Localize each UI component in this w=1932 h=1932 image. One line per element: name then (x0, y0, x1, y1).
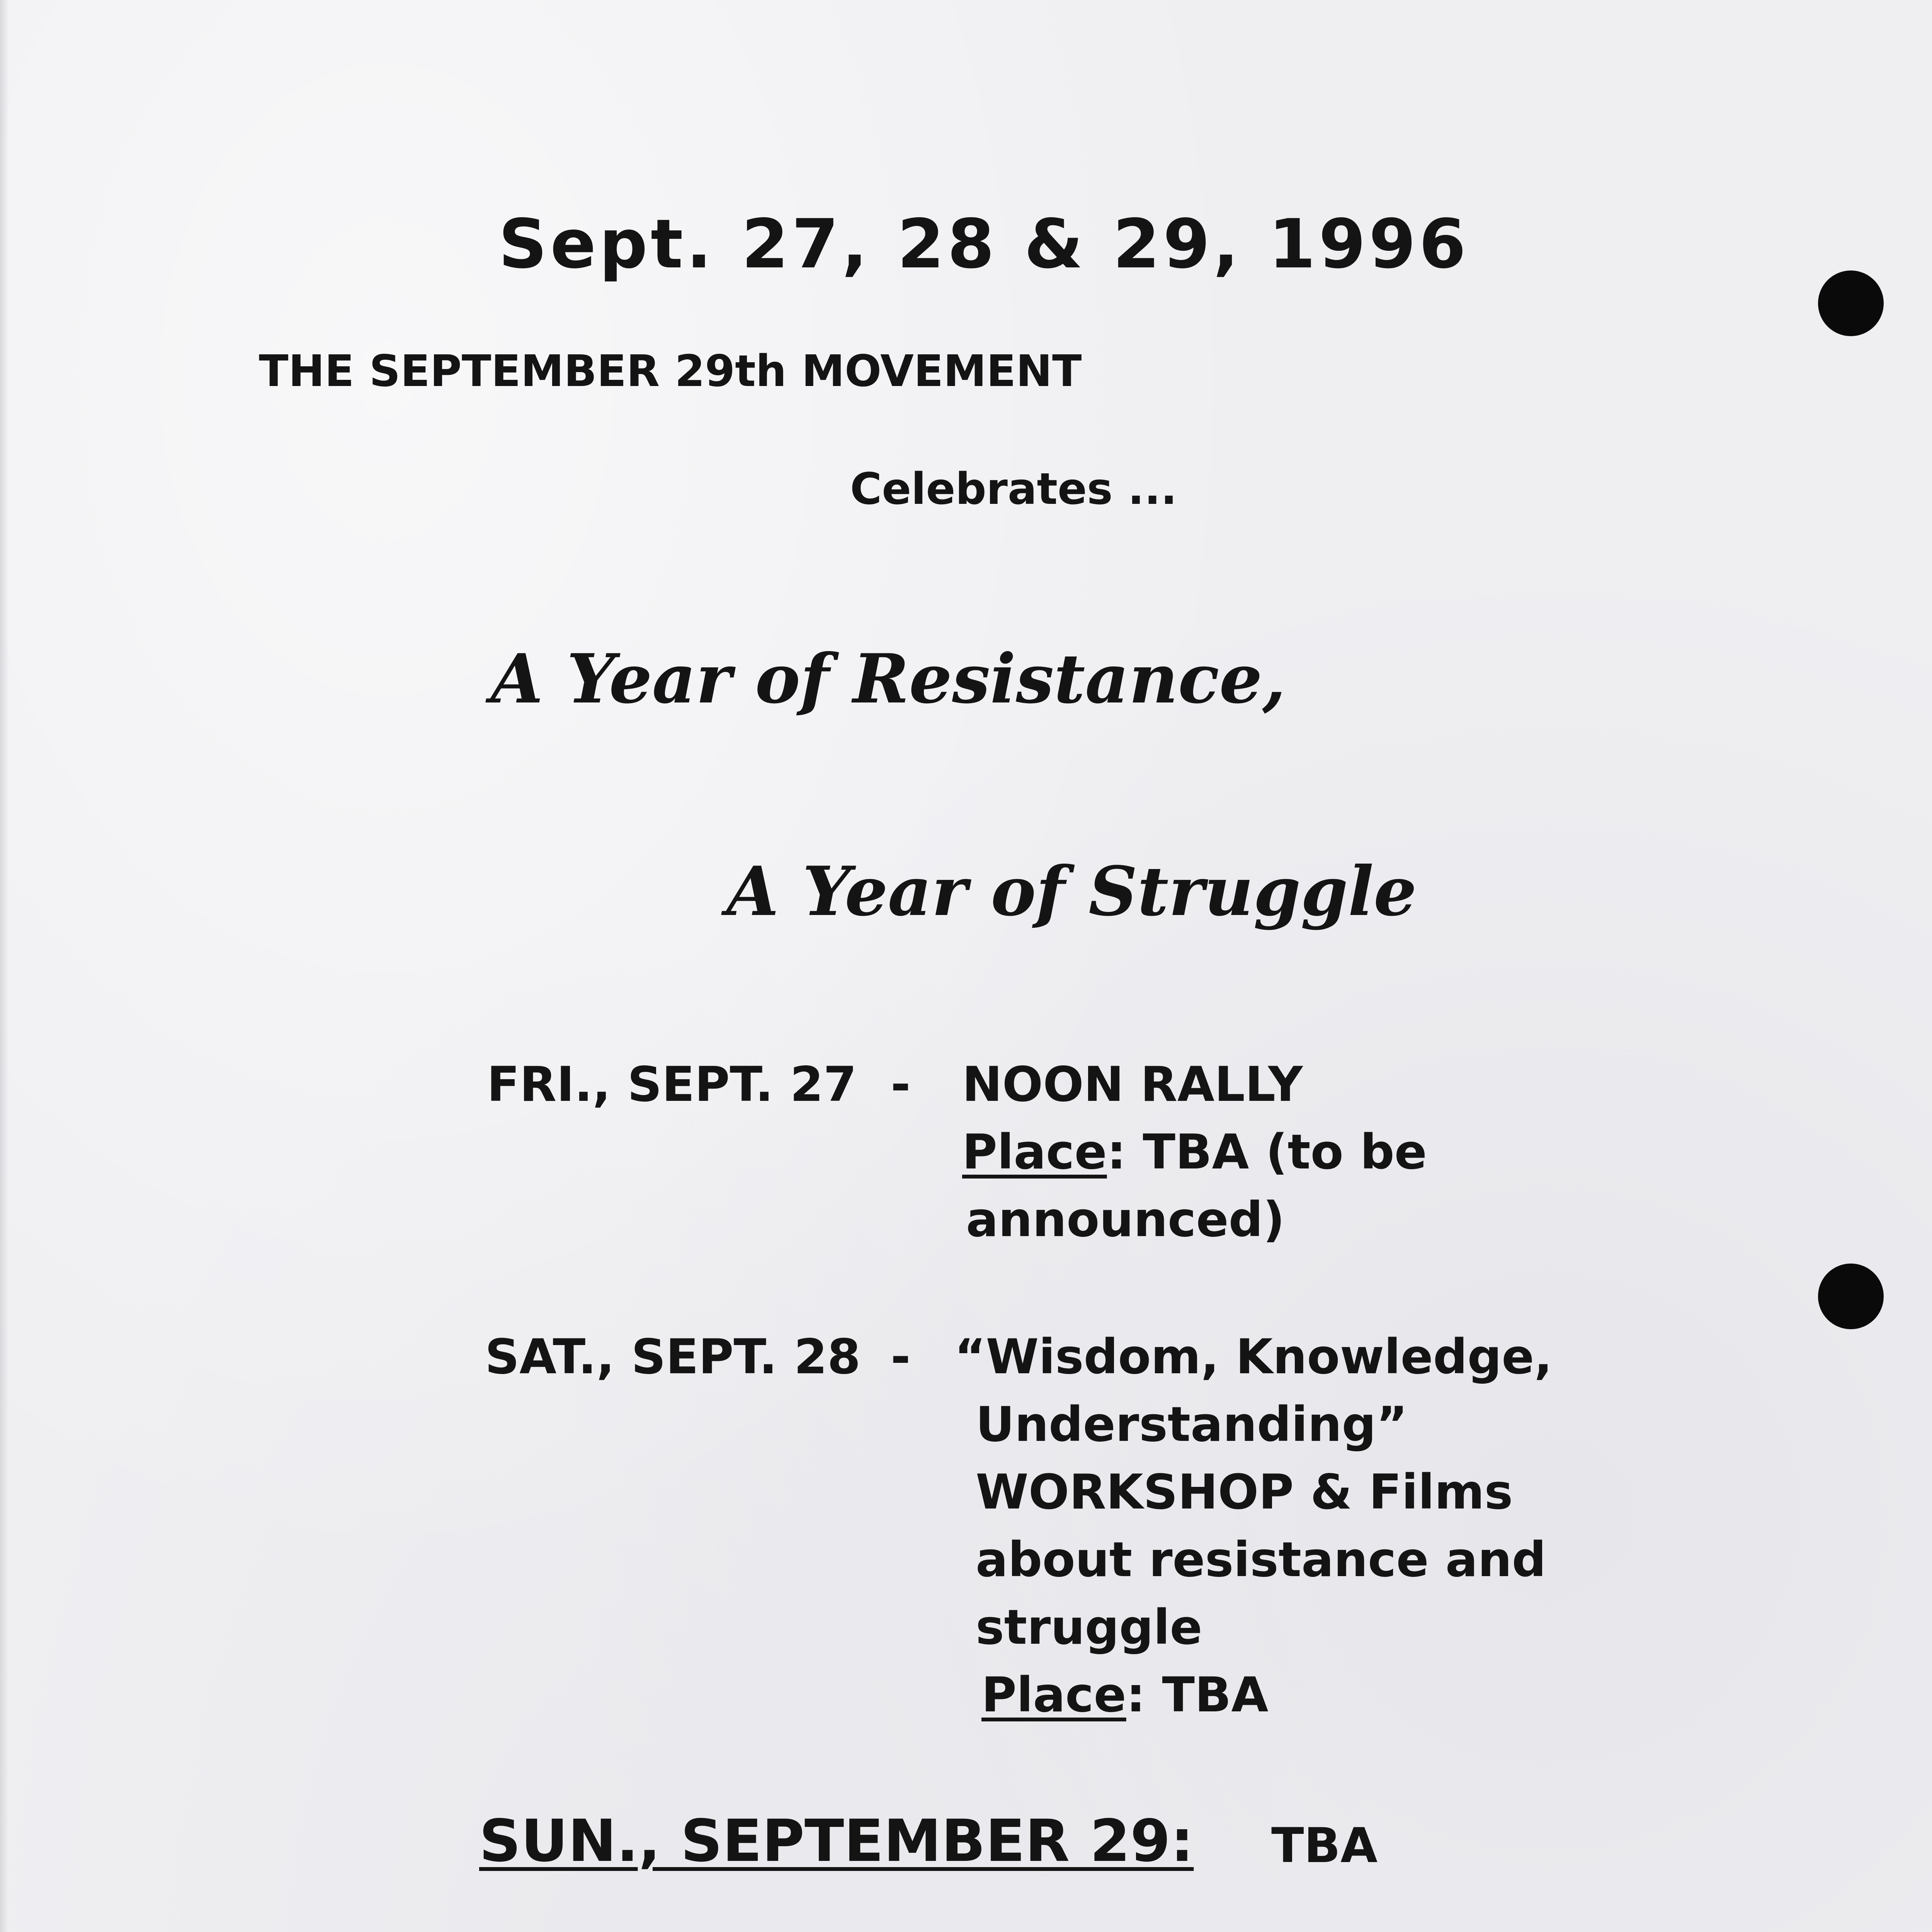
event-saturday-line-3: WORKSHOP & Films (976, 1464, 1513, 1520)
event-sunday-value: TBA (1271, 1818, 1378, 1874)
event-dates-title: Sept. 27, 28 & 29, 1996 (498, 205, 1469, 284)
headline-resistance: A Year of Resistance, (491, 639, 1286, 719)
event-sunday-label: SUN., SEPTEMBER 29: (479, 1808, 1194, 1875)
event-friday-place-continued: announced) (966, 1192, 1285, 1248)
place-value: : TBA (1126, 1667, 1269, 1723)
event-saturday-dash: - (891, 1329, 911, 1385)
binder-hole-top (1818, 270, 1884, 336)
page-edge-shadow (0, 0, 9, 1932)
place-value: : TBA (to be (1107, 1124, 1427, 1180)
place-label: Place (962, 1124, 1107, 1180)
event-saturday-date: SAT., SEPT. 28 (485, 1329, 861, 1385)
event-friday-place (962, 1124, 1427, 1180)
event-friday-title: NOON RALLY (962, 1057, 1303, 1112)
event-friday-date: FRI., SEPT. 27 (487, 1057, 857, 1112)
binder-hole-middle (1818, 1264, 1884, 1329)
place-label: Place (981, 1667, 1126, 1723)
event-saturday-line-5: struggle (976, 1600, 1202, 1655)
headline-struggle: A Year of Struggle (726, 852, 1417, 931)
event-saturday-line-1: “Wisdom, Knowledge, (954, 1329, 1553, 1385)
event-saturday-line-2: Understanding” (976, 1397, 1408, 1452)
event-saturday-line-4: about resistance and (976, 1532, 1546, 1588)
event-friday-dash: - (891, 1057, 911, 1112)
event-saturday-place (981, 1667, 1269, 1723)
celebrates-text: Celebrates ... (850, 464, 1177, 514)
organization-name: THE SEPTEMBER 29th MOVEMENT (259, 346, 1082, 396)
